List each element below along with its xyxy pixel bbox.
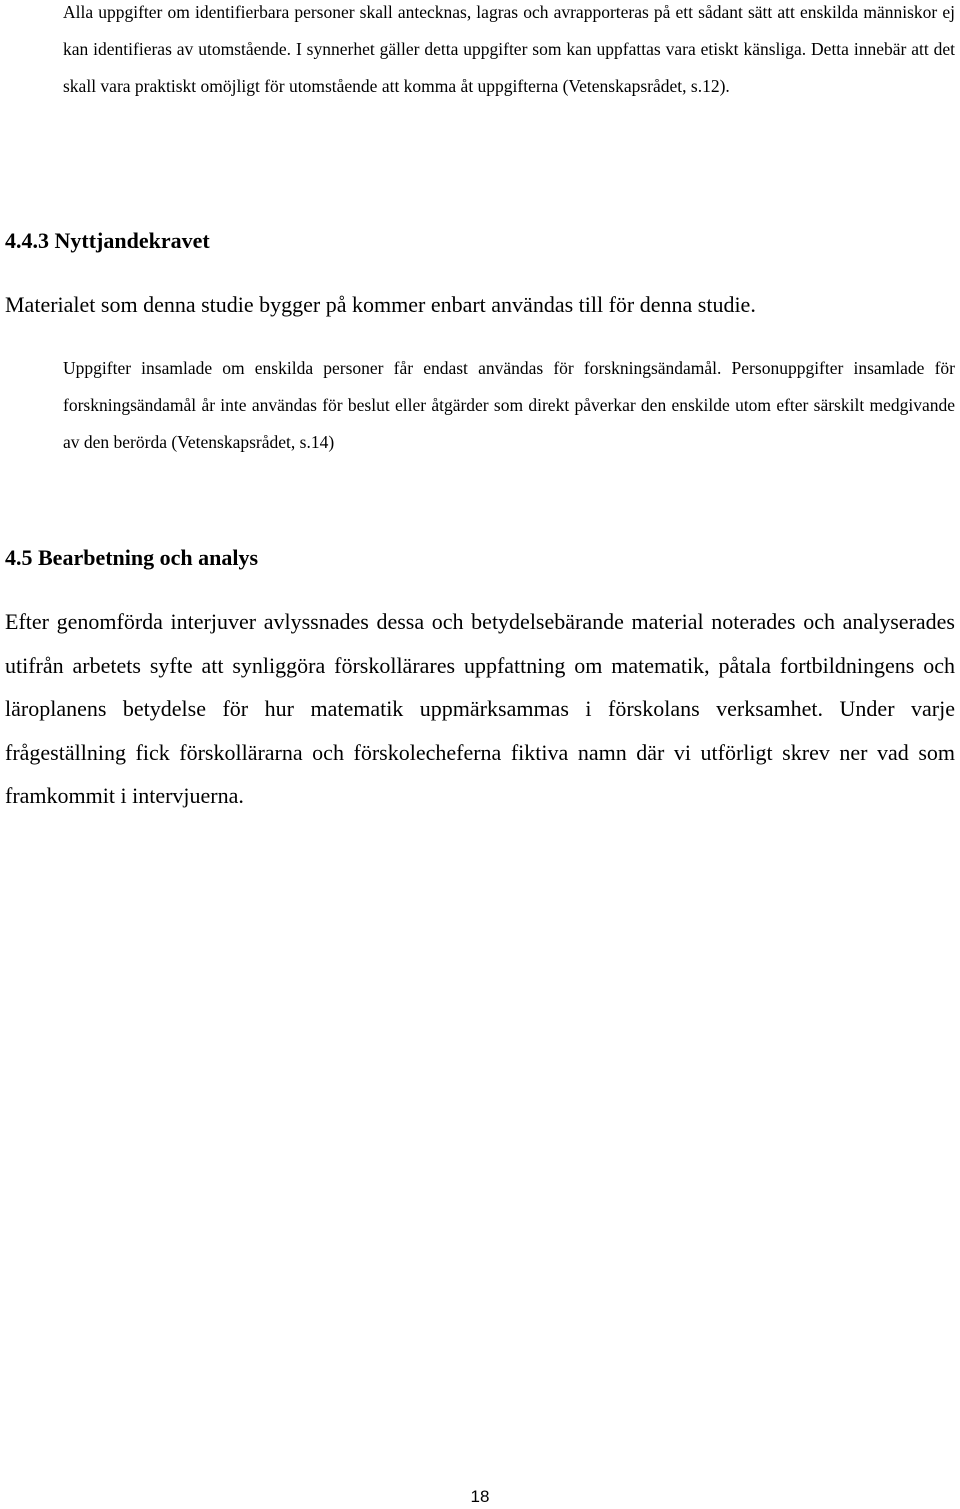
section-heading-nyttjandekravet: 4.4.3 Nyttjandekravet: [5, 228, 210, 253]
ethics-paragraph: Alla uppgifter om identifierbara personer skall antecknas, lagras och avrapporteras på ett sådant sätt att enskilda människor ej kan identifieras av utomstående. I synnerhet gäller detta uppgifter som kan uppfattas vara etiskt känsliga. Detta innebär att det skall vara praktiskt omöjligt för utomstående att komma åt uppgifterna (Vetenskapsrådet, s.12).: [63, 2, 955, 96]
nyttjandekravet-paragraph: Uppgifter insamlade om enskilda personer får endast användas för forskningsändamål. Personuppgifter insamlade för forskningsändamål år inte användas för beslut eller åtgärder som direkt påverkar den enskilde utom efter särskilt medgivande av den berörda (Vetenskapsrådet, s.14): [63, 358, 955, 452]
nyttjandekravet-intro: Materialet som denna studie bygger på kommer enbart användas till för denna studie.: [5, 292, 756, 317]
bearbetning-paragraph: Efter genomförda interjuver avlyssnades dessa och betydelsebärande material noterades och analyserades utifrån arbetets syfte att synliggöra förskollärares uppfattning om matematik, påtala fortbildningens och läroplanens betydelse för hur matematik uppmärksammas i förskolans verksamhet. Under varje frågeställning fick förskollärarna och förskolecheferna fiktiva namn där vi utförligt skrev ner vad som framkommit i intervjuerna.: [5, 609, 955, 808]
section-heading-bearbetning: 4.5 Bearbetning och analys: [5, 545, 259, 570]
page-number: 18: [470, 1487, 490, 1506]
